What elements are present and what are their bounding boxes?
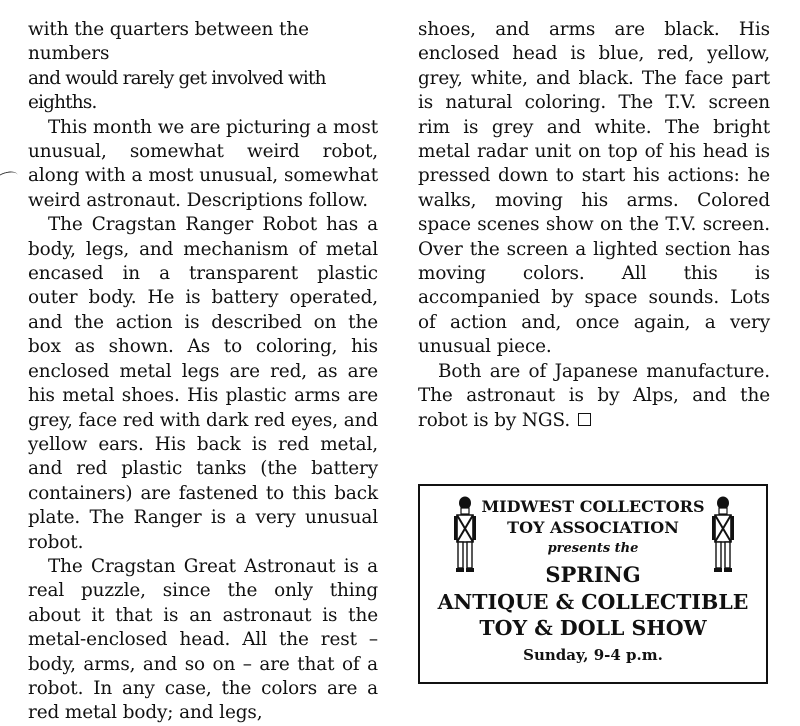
paragraph-6-text: Both are of Japanese manufacture. The astronaut is by Alps, and the robot is by NGS. (418, 360, 770, 431)
show-advertisement (418, 484, 768, 684)
paragraph-1-line-1: with the quarters between the numbers (28, 19, 309, 65)
paragraph-4: The Cragstan Great Astronaut is a real puzzle, since the only thing about it that is an astronaut is the metal-enclosed head. All the rest – body, arms, and so on – are that of a robot. In any case, the colors are a red metal body; and legs, (28, 555, 378, 724)
margin-pencil-mark (0, 170, 19, 186)
paragraph-6 (418, 360, 770, 433)
show-title-line-2: ANTIQUE & COLLECTIBLE (437, 590, 749, 614)
organizer-line-2: TOY ASSOCIATION (507, 518, 679, 537)
paragraph-3: The Cragstan Ranger Robot has a body, legs, and mechanism of metal encased in a transparent plastic outer body. He is battery operated, and the action is described on the box as shown. As to coloring, his enclosed metal legs are red, as are his metal shoes. His plastic arms are grey, face red with dark red eyes, and yellow ears. His back is red metal, and red plastic tanks (the battery containers) are fastened to this back plate. The Ranger is a very unusual robot. (28, 214, 378, 553)
left-column (28, 18, 378, 726)
right-column (418, 18, 770, 433)
paragraph-2: This month we are picturing a most unusual, somewhat weird robot, along with a most unusual, somewhat weird astronaut. Descriptions follow. (28, 116, 378, 211)
show-hours: Sunday, 9-4 p.m. (523, 646, 663, 664)
organizer-name (420, 496, 766, 538)
presents-text: presents the (547, 541, 639, 556)
paragraph-1-line-2: and would rarely get involved with eighths. (28, 67, 326, 114)
show-title-line-3: TOY & DOLL SHOW (479, 616, 707, 640)
hollow-square-icon (578, 413, 591, 426)
show-title-line-1: SPRING (545, 562, 641, 587)
organizer-line-1: MIDWEST COLLECTORS (481, 497, 705, 516)
paragraph-5: shoes, and arms are black. His enclosed head is blue, red, yellow, grey, white, and black. The face part is natural coloring. The T.V. screen rim is grey and white. The bright metal radar unit on top of his head is pressed down to start his actions: he walks, moving his arms. Colored space scenes show on the T.V. screen. Over the screen a lighted section has moving colors. All this is accompanied by space sounds. Lots of action and, once again, a very unusual piece. (418, 19, 770, 358)
